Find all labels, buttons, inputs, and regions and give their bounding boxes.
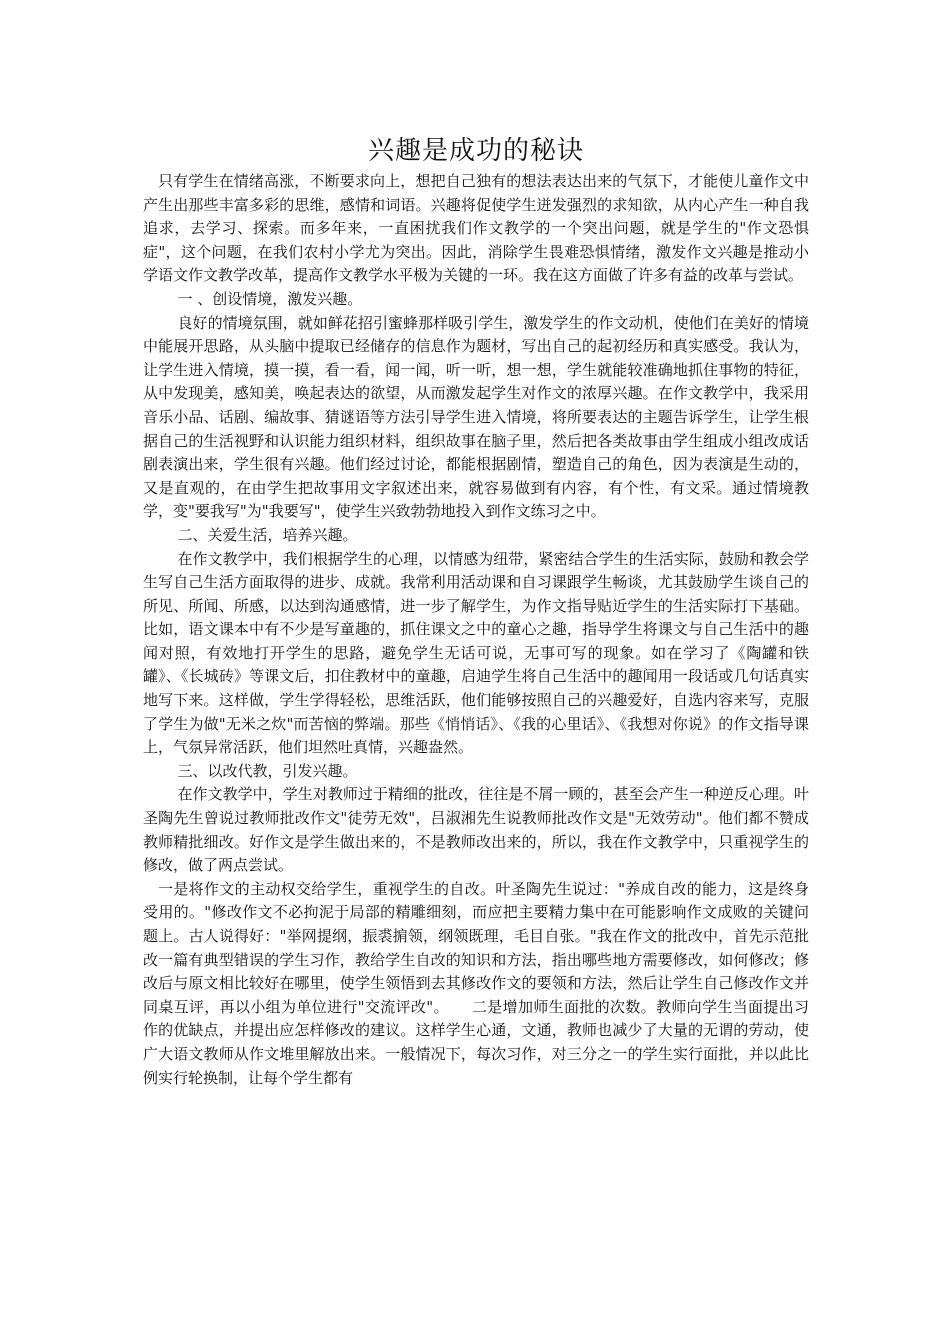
- section-3-paragraph: 在作文教学中，学生对教师过于精细的批改，往往是不屑一顾的，甚至会产生一种逆反心理。叶圣陶先生曾说过教师批改作文"徒劳无效"，吕淑湘先生说教师批改作文是"无效劳动"。他们都不赞成教师精批细改。好作文是学生做出来的，不是教师改出来的，所以，我在作文教学中，只重视学生的修改，做了两点尝试。: [143, 785, 809, 875]
- section-heading-1: 一 、创设情境，激发兴趣。: [177, 289, 363, 308]
- intro-paragraph: 只有学生在情绪高涨，不断要求向上，想把自己独有的想法表达出来的气氛下，才能使儿童作文中产生出那些丰富多彩的思维，感情和词语。兴趣将促使学生迸发强烈的求知欲，从内心产生一种自我追求，去学习、探索。而多年来，一直困扰我们作文教学的一个突出问题，就是学生的"作文恐惧症"，这个问题，在我们农村小学尤为突出。因此，消除学生畏难恐惧情绪，激发作文兴趣是推动小学语文作文教学改革，提高作文教学水平极为关键的一环。我在这方面做了许多有益的改革与尝试。: [143, 172, 809, 285]
- section-2-paragraph: 在作文教学中，我们根据学生的心理，以情感为纽带，紧密结合学生的生活实际，鼓励和教会学生写自己生活方面取得的进步、成就。我常利用活动课和自习课跟学生畅谈，尤其鼓励学生谈自己的所见、所闻、所感，以达到沟通感情，进一步了解学生，为作文指导贴近学生的生活实际打下基础。比如，语文课本中有不少是写童趣的，抓住课文之中的童心之趣，指导学生将课文与自己生活中的趣闻对照，有效地打开学生的思路，避免学生无话可说，无事可写的现象。如在学习了《陶罐和铁罐》、《长城砖》等课文后，扣住教材中的童趣，启迪学生将自己生活中的趣闻用一段话或几句话真实地写下来。这样做，学生学得轻松，思维活跃，他们能够按照自己的兴趣爱好，自选内容来写，克服了学生为做"无米之炊"而苦恼的弊端。那些《悄悄话》、《我的心里话》、《我想对你说》的作文指导课上，气氛异常活跃，他们坦然吐真情，兴趣盎然。: [143, 549, 809, 757]
- section-1-paragraph: 良好的情境氛围，就如鲜花招引蜜蜂那样吸引学生，激发学生的作文动机，使他们在美好的情境中能展开思路，从头脑中提取已经储存的信息作为题材，写出自己的起初经历和真实感受。我认为，让学生进入情境，摸一摸，看一看，闻一闻，听一听，想一想，学生就能较准确地抓住事物的特征，从中发现美，感知美，唤起表达的欲望，从而激发起学生对作文的浓厚兴趣。在作文教学中，我采用音乐小品、话剧、编故事、猜谜语等方法引导学生进入情境，将所要表达的主题告诉学生，让学生根据自己的生活视野和认识能力组织材料，组织故事在脑子里，然后把各类故事由学生组成小组改成话剧表演出来，学生很有兴趣。他们经过讨论，都能根据剧情，塑造自己的角色，因为表演是生动的，又是直观的，在由学生把故事用文字叙述出来，就容易做到有内容，有个性，有文采。通过情境教学，变"要我写"为"我要写"，使学生兴致勃勃地投入到作文练习之中。: [143, 313, 809, 521]
- section-heading-3: 三、以改代教，引发兴趣。: [177, 761, 358, 780]
- section-3-detail-paragraph: 一是将作文的主动权交给学生，重视学生的自改。叶圣陶先生说过："养成自改的能力，这是终身受用的。"修改作文不必拘泥于局部的精雕细刻，而应把主要精力集中在可能影响作文成败的关键问题上。古人说得好："举网提纲，振裘掮领，纲领既理，毛目自张。"我在作文的批改中，首先示范批改一篇有典型错误的学生习作，教给学生自改的知识和方法，指出哪些地方需要修改，如何修改；修改后与原文相比较好在哪里，使学生领悟到去其修改作文的要领和方法，然后让学生自己修改作文并同桌互评，再以小组为单位进行"交流评改"。 二是增加师生面批的次数。教师向学生当面提出习作的优缺点，并提出应怎样修改的建议。这样学生心通，文通，教师也减少了大量的无谓的劳动，使广大语文教师从作文堆里解放出来。一般情况下，每次习作，对三分之一的学生实行面批，并以此比例实行轮换制，让每个学生都有: [143, 879, 809, 1087]
- section-heading-2: 二、关爱生活，培养兴趣。: [177, 525, 358, 544]
- document-page: [143, 0, 809, 1090]
- document-title: 兴趣是成功的秘诀: [367, 136, 584, 166]
